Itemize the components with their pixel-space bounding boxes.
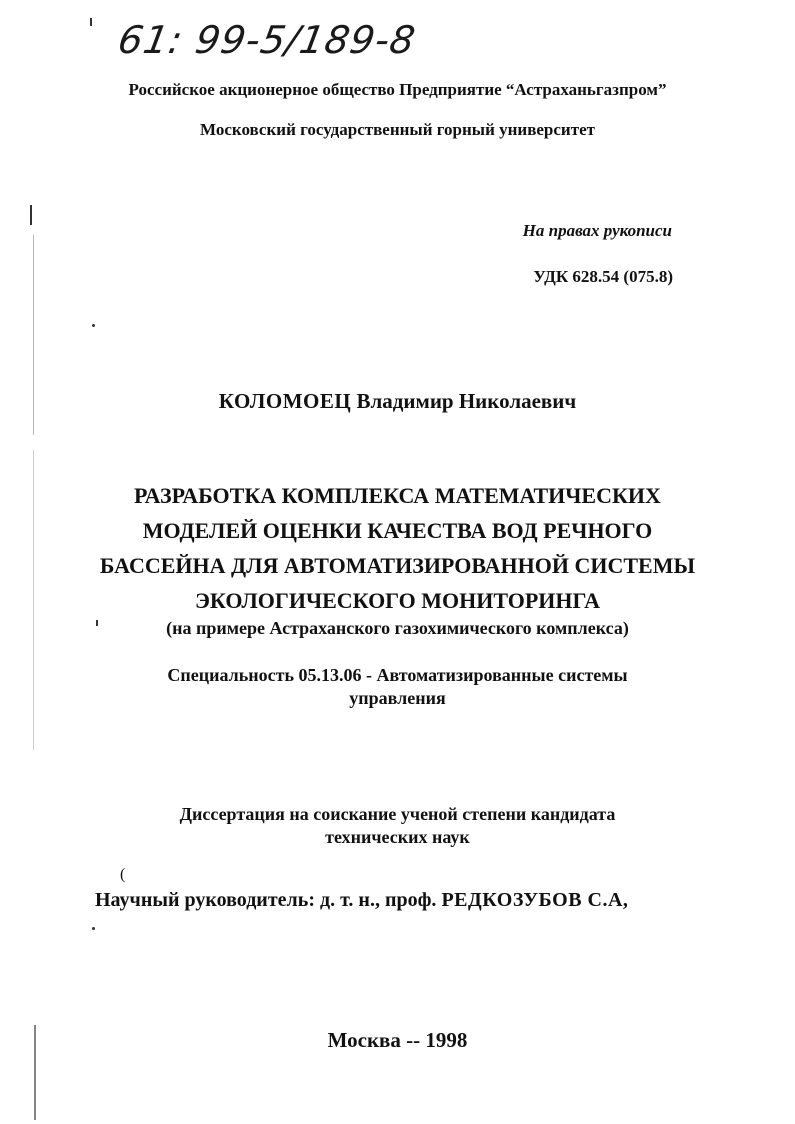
supervisor-name: РЕДКОЗУБОВ С.А, (441, 889, 629, 911)
udc-code: УДК 628.54 (075.8) (533, 267, 673, 286)
stray-mark: ( (120, 866, 126, 883)
dissertation-line: Диссертация на соискание ученой степени кандидата (179, 804, 616, 824)
organization-line-2: Московский государственный горный университет (200, 120, 595, 139)
specialty (0, 664, 795, 710)
dissertation-degree (0, 803, 795, 849)
organization-line-1: Российское акционерное общество Предприятие “Астраханьгазпром” (128, 80, 667, 99)
scan-dot (90, 18, 92, 26)
specialty-line: управления (349, 688, 446, 708)
scan-dot (92, 927, 95, 930)
author-name (0, 389, 795, 414)
manuscript-rights-note: На правах рукописи (522, 221, 672, 240)
scan-edge-mark (30, 205, 32, 225)
scan-dot (92, 324, 95, 327)
specialty-line: Специальность 05.13.06 - Автоматизированные системы (167, 665, 628, 685)
title-line: МОДЕЛЕЙ ОЦЕНКИ КАЧЕСТВА ВОД РЕЧНОГО (142, 518, 653, 543)
supervisor-label: Научный руководитель: д. т. н., проф. (95, 889, 437, 911)
author-given-names: Владимир Николаевич (356, 389, 577, 413)
title-line: РАЗРАБОТКА КОМПЛЕКСА МАТЕМАТИЧЕСКИХ (134, 483, 661, 508)
title-line: ЭКОЛОГИЧЕСКОГО МОНИТОРИНГА (195, 588, 600, 613)
thesis-title (0, 478, 795, 618)
dissertation-line: технических наук (325, 827, 470, 847)
scientific-supervisor (95, 889, 628, 912)
title-line: БАССЕЙНА ДЛЯ АВТОМАТИЗИРОВАННОЙ СИСТЕМЫ (99, 553, 696, 578)
handwritten-archive-code: 61: 99-5/189-8 (114, 18, 420, 62)
thesis-subtitle: (на примере Астраханского газохимического комплекса) (166, 618, 629, 638)
author-surname: КОЛОМОЕЦ (218, 389, 352, 413)
city-year: Москва -- 1998 (327, 1028, 468, 1052)
